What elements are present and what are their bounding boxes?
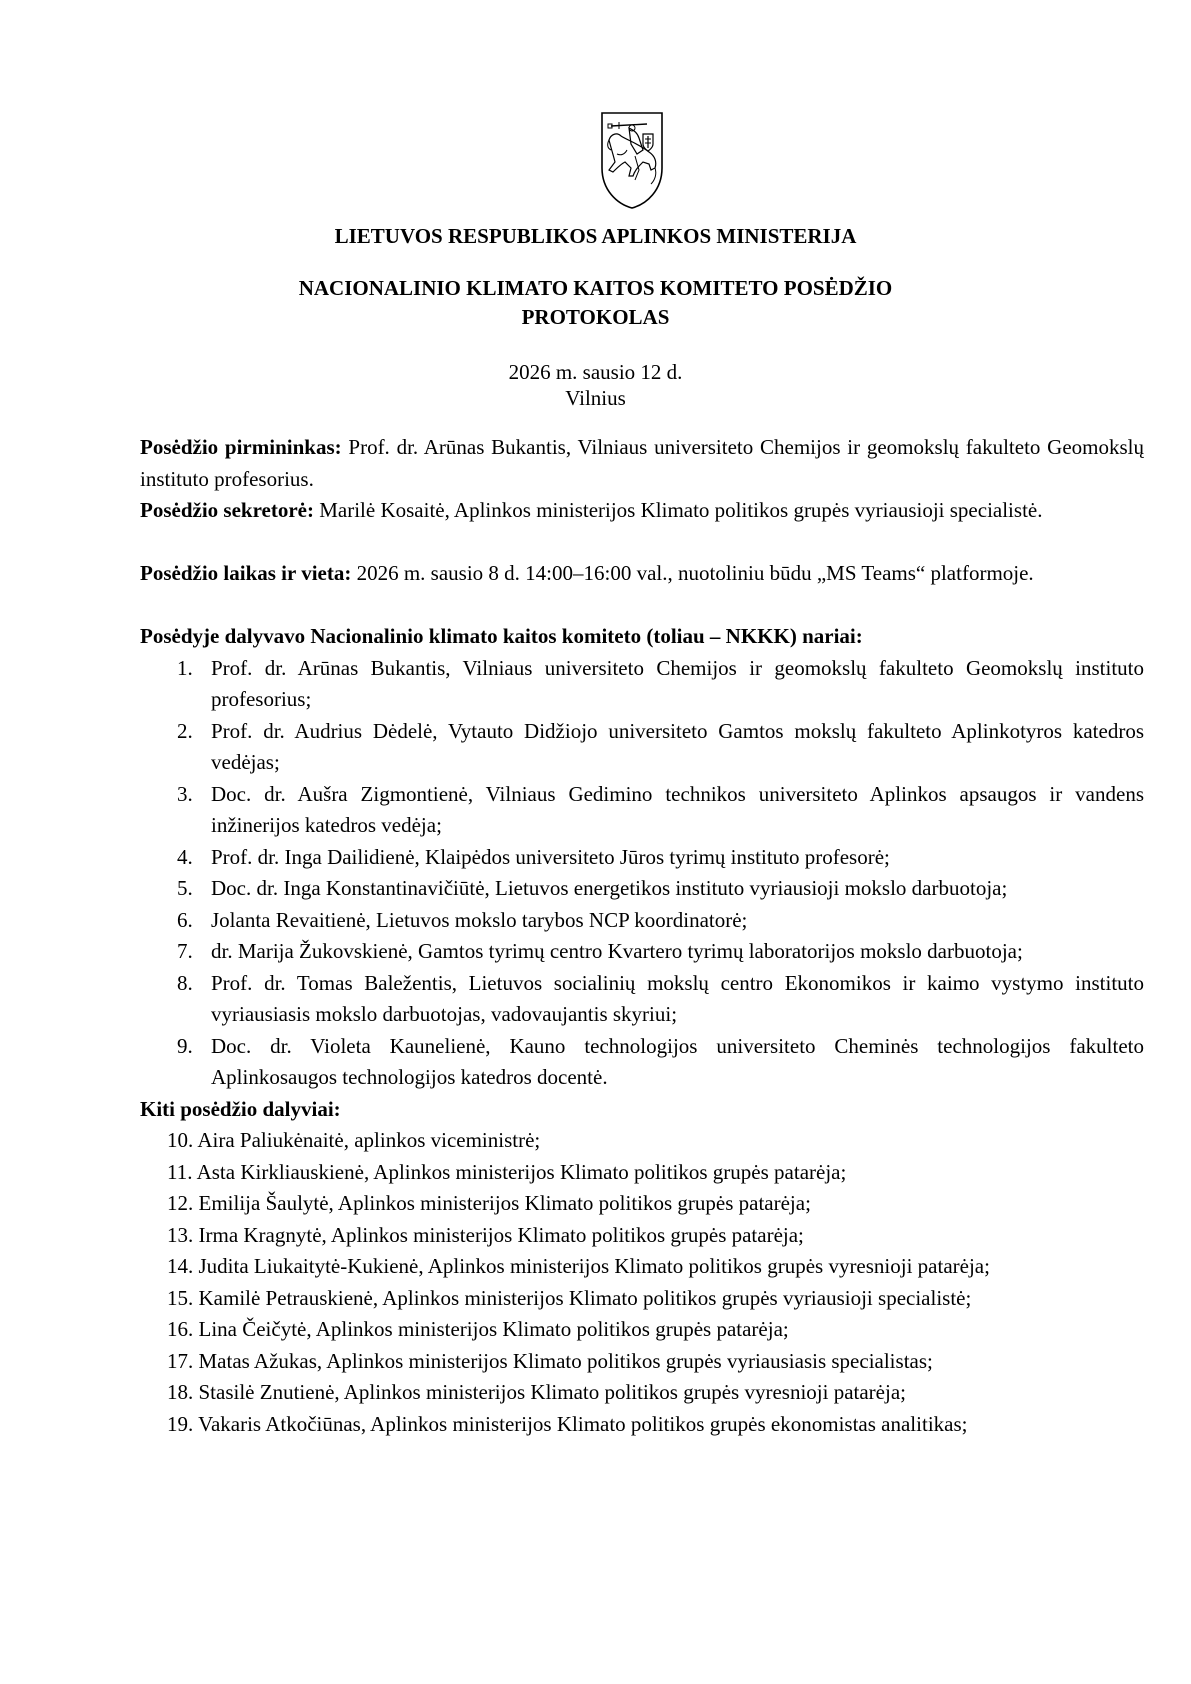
list-item: 7. dr. Marija Žukovskienė, Gamtos tyrimų centro Kvartero tyrimų laboratorijos mokslo darbuotoja; xyxy=(177,939,1023,963)
list-item: 15. Kamilė Petrauskienė, Aplinkos ministerijos Klimato politikos grupės vyriausioji specialistė; xyxy=(167,1285,972,1310)
list-item: 12. Emilija Šaulytė, Aplinkos ministerijos Klimato politikos grupės patarėja; xyxy=(167,1191,811,1215)
list-item: 11. Asta Kirkliauskienė, Aplinkos ministerijos Klimato politikos grupės patarėja; xyxy=(167,1159,847,1184)
list-item: 10. Aira Paliukėnaitė, aplinkos viceministrė; xyxy=(167,1128,541,1152)
list-item: 5. Doc. dr. Inga Konstantinavičiūtė, Lietuvos energetikos instituto vyriausioji mokslo darbuotoja; xyxy=(177,876,1008,900)
document-body xyxy=(140,432,1144,1440)
ministry-title: LIETUVOS RESPUBLIKOS APLINKOS MINISTERIJA xyxy=(334,224,857,248)
list-item: 19. Vakaris Atkočiūnas, Aplinkos ministerijos Klimato politikos grupės ekonomistas analitikas; xyxy=(167,1411,968,1436)
chair-paragraph xyxy=(140,432,1144,495)
secretary-paragraph xyxy=(140,495,1144,527)
list-item: 2. Prof. dr. Audrius Dėdelė, Vytauto Didžiojo universiteto Gamtos mokslų fakulteto Aplinkotyros katedros vedėjas; xyxy=(177,718,1144,774)
members-heading: Posėdyje dalyvavo Nacionalinio klimato kaitos komiteto (toliau – NKKK) nariai: xyxy=(140,624,863,648)
list-item: 14. Judita Liukaitytė-Kukienė, Aplinkos ministerijos Klimato politikos grupės vyresnioji patarėja; xyxy=(167,1254,990,1278)
time-label: Posėdžio laikas ir vieta: xyxy=(140,561,352,585)
members-list xyxy=(140,653,1144,1094)
others-heading: Kiti posėdžio dalyviai: xyxy=(140,1096,341,1121)
list-item: 4. Prof. dr. Inga Dailidienė, Klaipėdos universiteto Jūros tyrimų instituto profesorė; xyxy=(177,844,890,869)
others-list xyxy=(140,1125,1144,1440)
list-item: 3. Doc. dr. Aušra Zigmontienė, Vilniaus Gedimino technikos universiteto Aplinkos apsaugos ir vandens inžinerijos katedros vedėja; xyxy=(177,781,1144,837)
list-item: 16. Lina Čeičytė, Aplinkos ministerijos Klimato politikos grupės patarėja; xyxy=(167,1317,789,1341)
document-title-line2: PROTOKOLAS xyxy=(521,305,670,329)
list-item: 17. Matas Ažukas, Aplinkos ministerijos Klimato politikos grupės vyriausiasis specialistas; xyxy=(167,1348,933,1373)
list-item: 6. Jolanta Revaitienė, Lietuvos mokslo tarybos NCP koordinatorė; xyxy=(177,907,748,932)
list-item: 18. Stasilė Znutienė, Aplinkos ministerijos Klimato politikos grupės vyresnioji patarėja; xyxy=(167,1380,906,1404)
list-item: 9. Doc. dr. Violeta Kaunelienė, Kauno technologijos universiteto Cheminės technologijos fakulteto Aplinkosaugos technologijos katedros docentė. xyxy=(177,1033,1144,1089)
time-value: 2026 m. sausio 8 d. 14:00–16:00 val., nuotoliniu būdu „MS Teams“ platformoje. xyxy=(356,561,1034,585)
list-item: 13. Irma Kragnytė, Aplinkos ministerijos Klimato politikos grupės patarėja; xyxy=(167,1222,804,1247)
list-item: 8. Prof. dr. Tomas Baležentis, Lietuvos socialinių mokslų centro Ekonomikos ir kaimo vystymo instituto vyriausiasis mokslo darbuotojas, vadovaujantis skyriui; xyxy=(177,970,1144,1026)
lithuania-coat-of-arms-icon xyxy=(599,110,665,210)
secretary-value: Marilė Kosaitė, Aplinkos ministerijos Klimato politikos grupės vyriausioji specialistė. xyxy=(319,498,1043,522)
list-item: 1. Prof. dr. Arūnas Bukantis, Vilniaus universiteto Chemijos ir geomokslų fakulteto Geomokslų instituto profesorius; xyxy=(177,655,1144,711)
chair-value: Prof. dr. Arūnas Bukantis, Vilniaus universiteto Chemijos ir geomokslų fakulteto Geomokslų instituto profesorius. xyxy=(140,435,1145,491)
secretary-label: Posėdžio sekretorė: xyxy=(140,498,314,522)
time-place-paragraph xyxy=(140,558,1144,590)
document-date: 2026 m. sausio 12 d. xyxy=(508,360,683,384)
document-title-line1: NACIONALINIO KLIMATO KAITOS KOMITETO POSĖDŽIO xyxy=(298,276,893,300)
document-place: Vilnius xyxy=(565,386,626,410)
chair-label: Posėdžio pirmininkas: xyxy=(140,435,342,459)
